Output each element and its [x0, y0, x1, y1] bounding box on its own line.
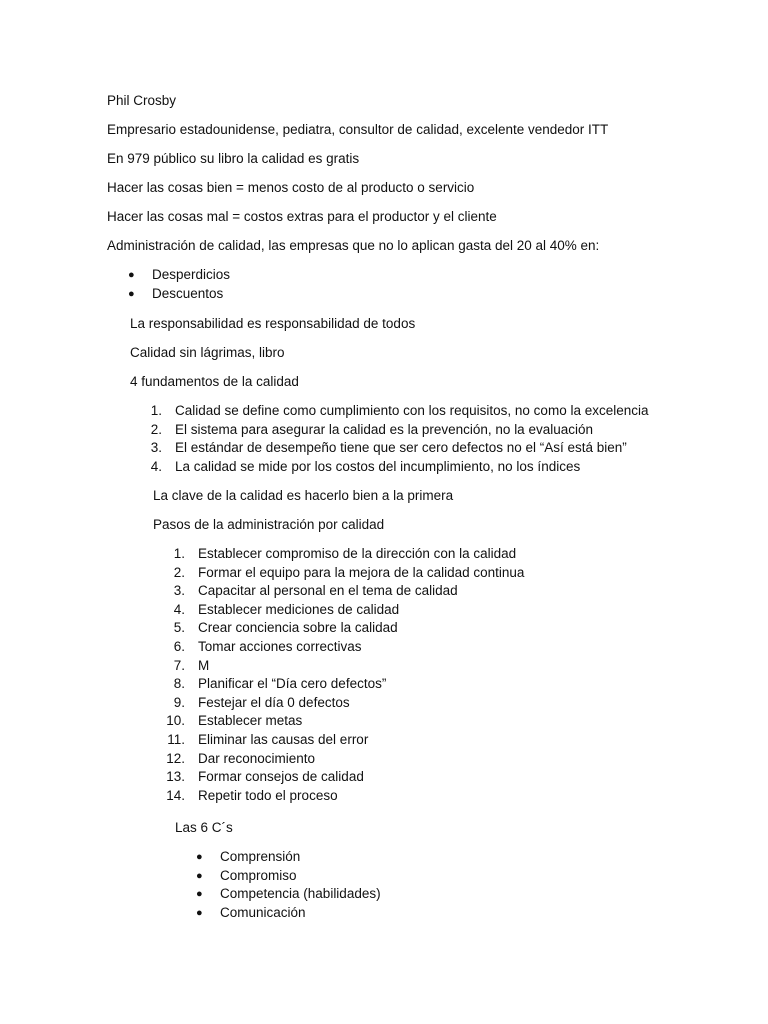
item-number: 1. [173, 546, 185, 561]
item-number: 5. [173, 620, 185, 636]
item-number: 14. [166, 787, 185, 803]
list-item-text: Comunicación [220, 904, 306, 920]
item-text: Crear conciencia sobre la calidad [198, 620, 398, 636]
document-title: Phil Crosby [107, 93, 177, 108]
list-item-text: Desperdicios [152, 267, 231, 282]
item-text: Establecer compromiso de la dirección con la calidad [198, 546, 517, 561]
steps-heading: Pasos de la administración por calidad [153, 517, 385, 532]
item-number: 13. [166, 769, 185, 785]
description-paragraph: Empresario estadounidense, pediatra, consultor de calidad, excelente vendedor ITT [107, 122, 609, 137]
item-number: 2. [150, 421, 162, 437]
bullet-icon: ● [196, 851, 203, 863]
bullet-icon: ● [196, 888, 203, 901]
item-number: 7. [173, 657, 185, 673]
item-number: 6. [173, 638, 185, 654]
list-item-text: Comprensión [220, 849, 301, 864]
item-text: Tomar acciones correctivas [198, 638, 362, 654]
bullet-icon: ● [196, 869, 203, 882]
item-text: Planificar el “Día cero defectos” [198, 676, 387, 692]
list-item-text: Descuentos [152, 285, 224, 301]
item-text: Establecer metas [198, 713, 303, 729]
quality-admin-paragraph: Administración de calidad, las empresas que no lo aplican gasta del 20 al 40% en: [107, 238, 600, 253]
item-text: Calidad se define como cumplimiento con los requisitos, no como la excelencia [175, 403, 649, 418]
item-number: 10. [166, 713, 185, 729]
key-paragraph: La clave de la calidad es hacerlo bien a la primera [153, 488, 454, 503]
item-text: Dar reconocimiento [198, 750, 316, 766]
bullet-icon: ● [196, 906, 203, 919]
six-cs-heading: Las 6 C´s [175, 820, 233, 835]
item-text: Eliminar las causas del error [198, 731, 369, 747]
item-number: 11. [167, 731, 185, 747]
list-item-text: Competencia (habilidades) [220, 886, 381, 902]
item-text: Formar el equipo para la mejora de la calidad continua [198, 564, 525, 580]
item-text: Capacitar al personal en el tema de calidad [198, 583, 458, 599]
bullet-icon: ● [128, 287, 135, 300]
item-text: Formar consejos de calidad [198, 769, 364, 785]
bullet-icon: ● [128, 269, 135, 281]
item-text: Establecer mediciones de calidad [198, 601, 400, 617]
item-number: 3. [150, 440, 162, 456]
item-number: 4. [150, 458, 162, 474]
item-number: 4. [173, 601, 185, 617]
good-practice-paragraph: Hacer las cosas bien = menos costo de al producto o servicio [107, 180, 475, 195]
item-text: El estándar de desempeño tiene que ser cero defectos no el “Así está bien” [175, 440, 627, 456]
book-two-paragraph: Calidad sin lágrimas, libro [130, 345, 285, 360]
item-text: M [198, 657, 210, 673]
item-text: Festejar el día 0 defectos [198, 694, 350, 710]
item-text: La calidad se mide por los costos del incumplimiento, no los índices [175, 458, 581, 474]
item-text: Repetir todo el proceso [198, 787, 338, 803]
item-number: 2. [173, 564, 185, 580]
item-number: 1. [150, 403, 162, 418]
bad-practice-paragraph: Hacer las cosas mal = costos extras para el productor y el cliente [107, 209, 497, 224]
item-number: 8. [173, 676, 185, 692]
list-item-text: Compromiso [220, 867, 297, 883]
item-number: 3. [173, 583, 185, 599]
fundamentals-heading: 4 fundamentos de la calidad [130, 374, 299, 389]
item-number: 9. [173, 694, 185, 710]
responsibility-paragraph: La responsabilidad es responsabilidad de todos [130, 316, 416, 331]
item-number: 12. [166, 750, 185, 766]
item-text: El sistema para asegurar la calidad es la prevención, no la evaluación [175, 421, 593, 437]
book-paragraph: En 979 público su libro la calidad es gratis [107, 151, 360, 166]
